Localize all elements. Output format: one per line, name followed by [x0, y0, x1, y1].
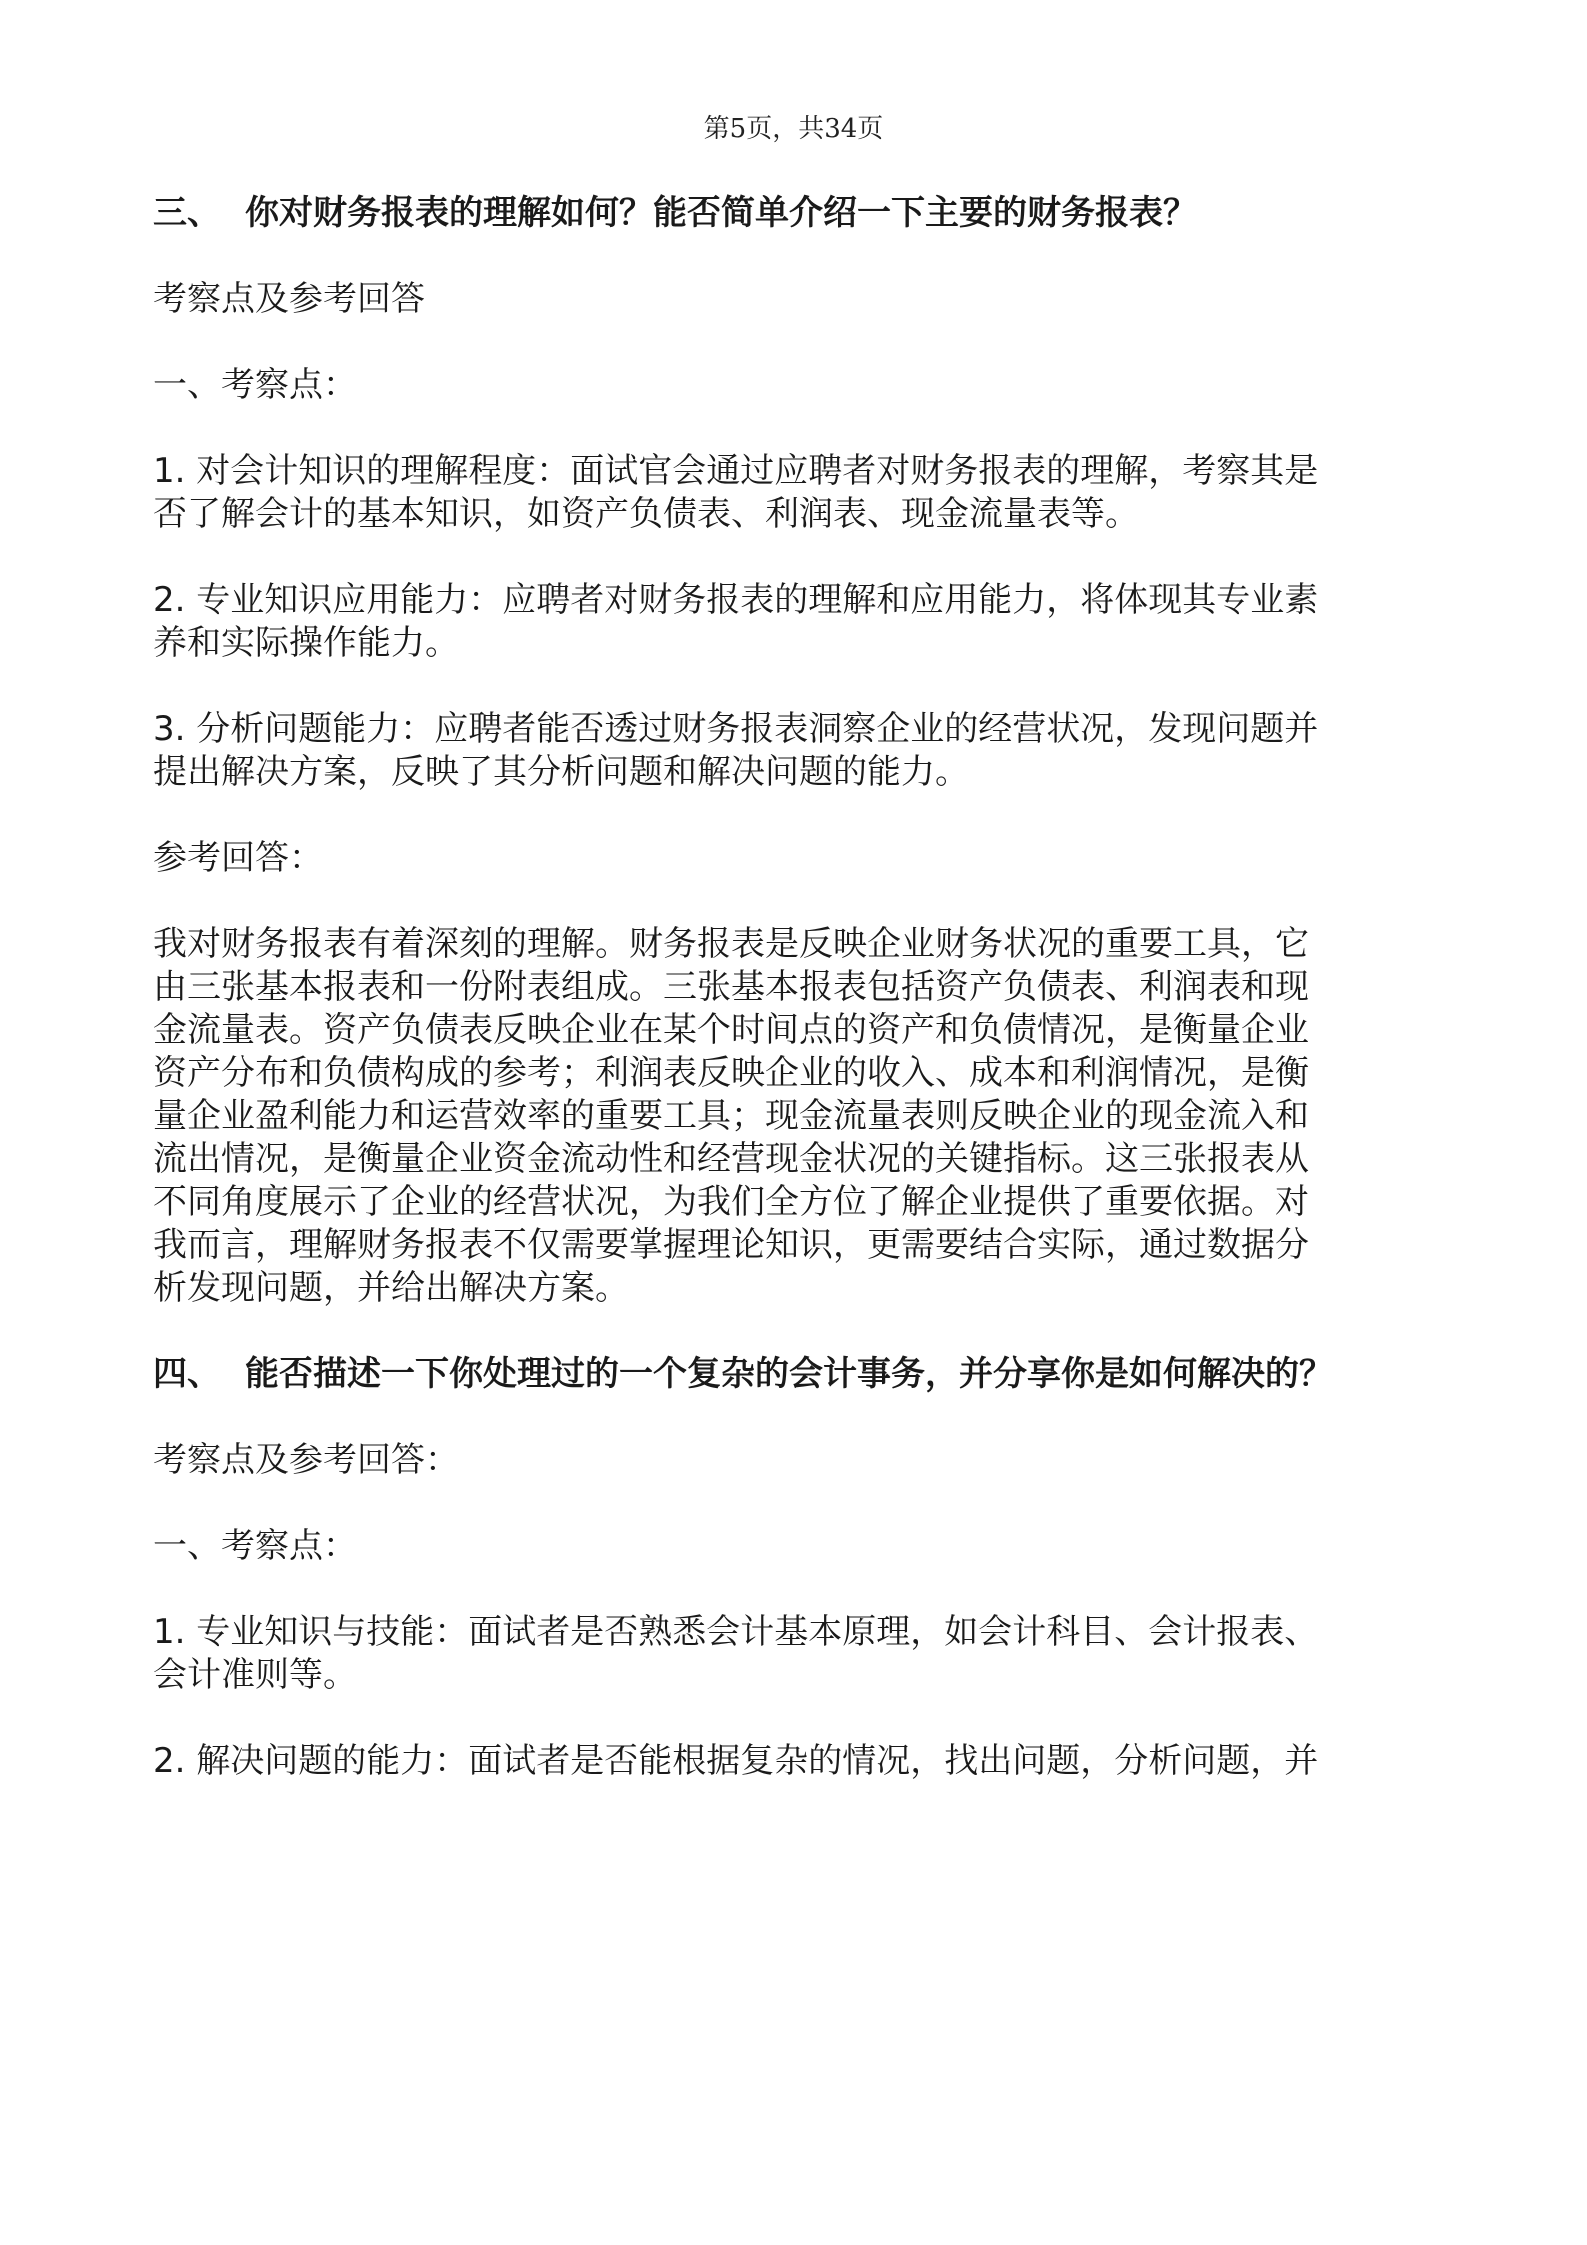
page-number: 第5页，共34页 — [703, 114, 884, 144]
section-heading — [153, 1353, 1445, 1396]
section-intro: 考察点及参考回答： — [153, 1440, 459, 1480]
point-line: 否了解会计的基本知识，如资产负债表、利润表、现金流量表等。 — [153, 494, 1139, 534]
point-item — [153, 1611, 1445, 1697]
point-line: 2. 解决问题的能力：面试者是否能根据复杂的情况，找出问题，分析问题，并 — [153, 1741, 1319, 1781]
answer-paragraph — [153, 923, 1445, 1310]
section-number: 四、 — [153, 1354, 221, 1394]
points-heading: 一、考察点： — [153, 1526, 357, 1566]
answer-line: 资产分布和负债构成的参考；利润表反映企业的收入、成本和利润情况，是衡 — [153, 1053, 1309, 1093]
answer-line: 量企业盈利能力和运营效率的重要工具；现金流量表则反映企业的现金流入和 — [153, 1096, 1309, 1136]
points-heading: 一、考察点： — [153, 365, 357, 405]
section-title: 能否描述一下你处理过的一个复杂的会计事务，并分享你是如何解决的？ — [245, 1354, 1333, 1394]
section-heading — [153, 192, 1445, 235]
point-item — [153, 579, 1445, 665]
answer-line: 流出情况，是衡量企业资金流动性和经营现金状况的关键指标。这三张报表从 — [153, 1139, 1309, 1179]
point-line: 养和实际操作能力。 — [153, 623, 459, 663]
section-title: 你对财务报表的理解如何？能否简单介绍一下主要的财务报表？ — [245, 193, 1197, 233]
answer-line: 我对财务报表有着深刻的理解。财务报表是反映企业财务状况的重要工具，它 — [153, 924, 1309, 964]
point-line: 会计准则等。 — [153, 1655, 357, 1695]
section-number: 三、 — [153, 193, 221, 233]
point-item — [153, 450, 1445, 536]
answer-heading: 参考回答： — [153, 838, 323, 878]
answer-line: 我而言，理解财务报表不仅需要掌握理论知识，更需要结合实际，通过数据分 — [153, 1225, 1309, 1265]
answer-line: 金流量表。资产负债表反映企业在某个时间点的资产和负债情况，是衡量企业 — [153, 1010, 1309, 1050]
answer-line: 不同角度展示了企业的经营状况，为我们全方位了解企业提供了重要依据。对 — [153, 1182, 1309, 1222]
point-line: 提出解决方案，反映了其分析问题和解决问题的能力。 — [153, 752, 969, 792]
section-intro: 考察点及参考回答 — [153, 279, 425, 319]
point-item — [153, 1740, 1445, 1783]
point-line: 2. 专业知识应用能力：应聘者对财务报表的理解和应用能力，将体现其专业素 — [153, 580, 1319, 620]
point-line: 1. 对会计知识的理解程度：面试官会通过应聘者对财务报表的理解，考察其是 — [153, 451, 1319, 491]
answer-line: 由三张基本报表和一份附表组成。三张基本报表包括资产负债表、利润表和现 — [153, 967, 1309, 1007]
point-item — [153, 708, 1445, 794]
document-body — [153, 192, 1445, 1783]
point-line: 1. 专业知识与技能：面试者是否熟悉会计基本原理，如会计科目、会计报表、 — [153, 1612, 1319, 1652]
answer-line: 析发现问题，并给出解决方案。 — [153, 1268, 629, 1308]
point-line: 3. 分析问题能力：应聘者能否透过财务报表洞察企业的经营状况，发现问题并 — [153, 709, 1319, 749]
